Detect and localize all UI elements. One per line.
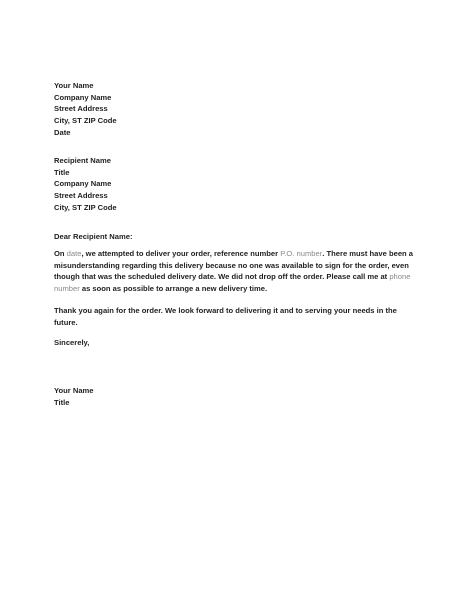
p1-text-b: , we attempted to deliver your order, reference number	[81, 249, 281, 258]
sender-name: Your Name	[54, 81, 94, 90]
body-paragraph-2	[54, 305, 416, 328]
closing	[54, 337, 414, 349]
sender-street: Street Address	[54, 104, 108, 114]
phone-number-placeholder: phone number	[54, 272, 411, 294]
date-placeholder: date	[66, 249, 82, 258]
closing-text: Sincerely,	[54, 338, 90, 347]
po-number-placeholder: P.O. number	[280, 249, 323, 258]
recipient-company: Company Name	[54, 179, 112, 189]
p2-text: Thank you again for the order. We look forward to delivering it and to serving your needs in the future.	[54, 306, 397, 327]
sender-city: City, ST ZIP Code	[54, 116, 117, 126]
signature-block	[54, 385, 414, 408]
signature-name: Your Name	[54, 386, 94, 395]
p1-text-d: as soon as possible to arrange a new delivery time.	[79, 284, 268, 294]
recipient-city: City, ST ZIP Code	[54, 202, 117, 212]
p1-text-c: . There must have been a misunderstanding regarding this delivery because no one was available to sign for the order, even though that was the scheduled delivery date. We did not drop off the order. Please call me at	[54, 249, 414, 282]
p1-text-a: On	[54, 249, 67, 258]
salutation	[54, 231, 414, 243]
letter-date: Date	[54, 127, 71, 137]
salutation-text: Dear Recipient Name:	[54, 232, 133, 241]
recipient-address-block	[54, 155, 414, 214]
sender-company: Company Name	[54, 92, 112, 102]
signature-title: Title	[54, 397, 70, 407]
recipient-title: Title	[54, 167, 70, 177]
recipient-name: Recipient Name	[54, 156, 111, 165]
body-paragraph-1	[54, 248, 416, 295]
sender-address-block	[54, 80, 414, 139]
recipient-street: Street Address	[54, 191, 108, 201]
